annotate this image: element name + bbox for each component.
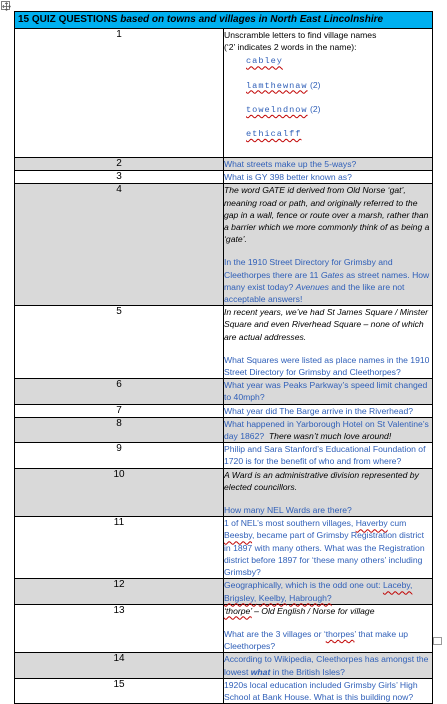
question-number: 11 [15,517,224,579]
question-number: 13 [15,604,224,653]
question-number: 6 [15,379,224,404]
question-text: What year was Peaks Parkway’s speed limit changed to 40mph? [224,379,433,404]
question-number: 15 [15,678,224,703]
question-text: Unscramble letters to find village names (‘2’ indicates 2 words in the name): cabley lamthewnaw (2) towelndnow (2) ethicalff [224,29,433,158]
question-row-1 [15,29,433,158]
question-number: 5 [15,306,224,379]
question-row-12 [15,579,433,604]
question-row-14 [15,653,433,678]
question-number: 14 [15,653,224,678]
anagram-item: cabley [246,56,283,67]
question-row-10 [15,468,433,517]
table-resize-handle[interactable] [433,637,442,645]
question-number: 2 [15,158,224,171]
question-text: Geographically, which is the odd one out: Laceby, Brigsley, Keelby, Habrough? [224,579,433,604]
question-row-15 [15,678,433,703]
question-text: 1920s local education included Grimsby Girls’ High School at Bank House. What is this building now? [224,678,433,703]
question-text: According to Wikipedia, Cleethorpes has amongst the lowest what in the British Isles? [224,653,433,678]
question-row-2 [15,158,433,171]
question-number: 9 [15,443,224,468]
question-row-6 [15,379,433,404]
question-row-3 [15,171,433,184]
question-row-13 [15,604,433,653]
question-number: 8 [15,417,224,442]
question-number: 1 [15,29,224,158]
anagram-item: towelndnow (2) [246,103,321,115]
question-row-5 [15,306,433,379]
question-row-8 [15,417,433,442]
table-move-handle[interactable] [1,1,10,10]
question-text: 1 of NEL’s most southern villages, Haverby cum Beesby, became part of Grimsby Registration district in 1897 with many others. What was the Registration district before 1897 for ‘these many others’ including Grimsby? [224,517,433,579]
question-text: What is GY 398 better known as? [224,171,433,184]
question-text: The word GATE id derived from Old Norse ‘gat’, meaning road or path, and originally referred to the gap in a wall, fence or route over a marsh, rather than a barrier which we more commonly think of as being a ‘gate’. In the 1910 Street Directory for Grimsby and Cleethorpes there are 11 Gates as street names. How many exist today? Avenues and the like are not acceptable answers! [224,184,433,306]
quiz-title: 15 QUIZ QUESTIONS based on towns and villages in North East Lincolnshire [15,12,433,29]
anagram-list [224,54,432,140]
question-text: ‘thorpe’ – Old English / Norse for village What are the 3 villages or ‘thorpes’ that make up Cleethorpes? [224,604,433,653]
question-text: What happened in Yarborough Hotel on St Valentine’s day 1862? There wasn’t much love around! [224,417,433,442]
quiz-table [14,11,433,704]
question-text: What year did The Barge arrive in the Riverhead? [224,404,433,417]
question-number: 3 [15,171,224,184]
question-row-4 [15,184,433,306]
question-row-9 [15,443,433,468]
question-number: 10 [15,468,224,517]
question-text: Philip and Sara Stanford’s Educational Foundation of 1720 is for the benefit of who and from where? [224,443,433,468]
question-number: 4 [15,184,224,306]
question-row-7 [15,404,433,417]
question-text: In recent years, we’ve had St James Square / Minster Square and even Riverhead Square – none of which are actual addresses. What Squares were listed as place names in the 1910 Street Directory for Grimsby and Cleethorpes? [224,306,433,379]
anagram-item: ethicalff [246,129,302,140]
question-row-11 [15,517,433,579]
question-text: A Ward is an administrative division represented by elected councillors. How many NEL Wards are there? [224,468,433,517]
quiz-title-row [15,12,433,29]
question-number: 12 [15,579,224,604]
move-arrows-icon [2,2,11,11]
anagram-item: lamthewnaw (2) [246,79,321,91]
question-number: 7 [15,404,224,417]
question-text: What streets make up the 5-ways? [224,158,433,171]
